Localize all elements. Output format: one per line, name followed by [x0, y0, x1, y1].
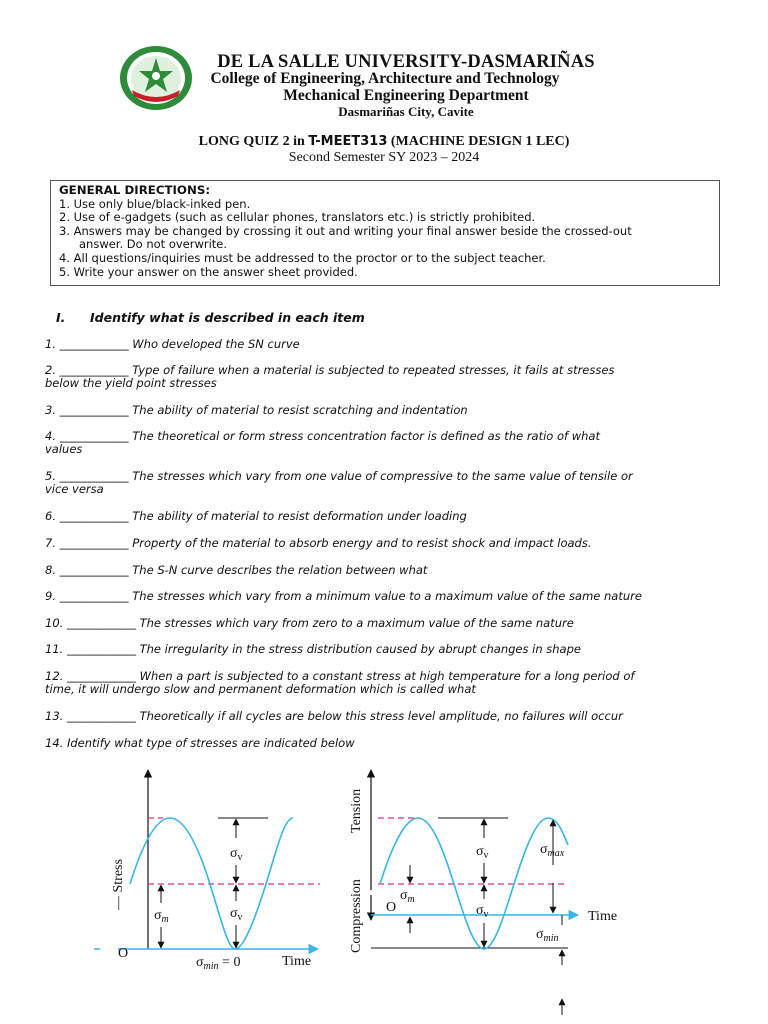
question-item: [45, 510, 735, 523]
right-time-label: Time: [588, 909, 618, 924]
question-item: [45, 590, 735, 603]
question-text: 8. ____________ The S-N curve describes the relation between what: [45, 563, 428, 577]
left-sigma-v-lower-label: $\sigma_v$: [230, 906, 243, 923]
question-text: 12. ____________ When a part is subjected to a constant stress at high temperature for a long period of: [45, 669, 635, 683]
section-title: Identify what is described in each item: [90, 310, 365, 325]
direction-item: 4. All questions/inquiries must be addressed to the proctor or to the subject teacher.: [59, 250, 546, 265]
direction-item: 3. Answers may be changed by crossing it out and writing your final answer beside the crossed-out: [59, 223, 632, 238]
question-text: 13. ____________ Theoretically if all cycles are below this stress level amplitude, no failures will occur: [45, 709, 623, 723]
question-item: [45, 404, 735, 417]
left-stress-diagram: [94, 770, 320, 972]
question-item: [45, 617, 735, 630]
direction-item: 1. Use only blue/black-inked pen.: [59, 196, 251, 211]
question-text-continued: time, it will undergo slow and permanent deformation which is called what: [45, 682, 476, 696]
direction-item: 5. Write your answer on the answer sheet provided.: [59, 264, 358, 279]
question-text: 2. ____________ Type of failure when a material is subjected to repeated stresses, it fails at stresses: [45, 363, 615, 377]
left-y-axis-label: — Stress: [111, 859, 126, 910]
college-name: College of Engineering, Architecture and Technology: [210, 70, 560, 87]
semester-line: Second Semester SY 2023 – 2024: [288, 150, 480, 165]
direction-item: 2. Use of e-gadgets (such as cellular phones, translators etc.) is strictly prohibited.: [59, 210, 536, 225]
right-sigma-m-label: $\sigma_m$: [400, 888, 415, 905]
question-item: [45, 364, 735, 390]
stress-diagrams: [88, 765, 688, 1020]
question-text: 7. ____________ Property of the material to absorb energy and to resist shock and impact loads.: [45, 536, 592, 550]
department-name: Mechanical Engineering Department: [283, 87, 529, 104]
left-sigma-v-upper-label: $\sigma_v$: [230, 846, 243, 863]
question-text-continued: values: [45, 442, 83, 456]
left-origin-label: O: [118, 946, 129, 961]
question-text-continued: vice versa: [45, 482, 104, 496]
section-heading: [56, 310, 365, 325]
question-item: [45, 537, 735, 550]
right-origin-label: O: [386, 900, 397, 915]
quiz-title: [0, 134, 768, 150]
question-text: 11. ____________ The irregularity in the stress distribution caused by abrupt changes in shape: [45, 642, 581, 656]
question-text: 5. ____________ The stresses which vary from one value of compressive to the same value of tensile or: [45, 469, 633, 483]
right-sigma-v-upper-label: $\sigma_v$: [476, 844, 489, 861]
left-time-label: Time: [282, 954, 312, 969]
question-text: 4. ____________ The theoretical or form stress concentration factor is defined as the ratio of what: [45, 429, 600, 443]
quiz-title-prefix: LONG QUIZ 2 in: [198, 134, 309, 149]
question-item: [45, 710, 735, 723]
question-item: [45, 430, 735, 456]
direction-item: answer. Do not overwrite.: [79, 237, 228, 252]
question-text: 1. ____________ Who developed the SN curve: [45, 337, 300, 351]
right-tension-label: Tension: [349, 788, 364, 833]
question-item: [45, 338, 735, 351]
right-sigma-v-lower-label: $\sigma_v$: [476, 903, 489, 920]
question-text: 14. Identify what type of stresses are indicated below: [45, 736, 355, 750]
city-name: Dasmariñas City, Cavite: [338, 104, 474, 119]
question-text: 9. ____________ The stresses which vary from a minimum value to a maximum value of the same nature: [45, 589, 642, 603]
left-sigma-min-label: $\sigma_{min} = 0$: [196, 955, 241, 972]
question-text: 10. ____________ The stresses which vary from zero to a maximum value of the same nature: [45, 616, 574, 630]
question-item: [45, 670, 735, 696]
general-directions-box: [50, 180, 720, 286]
question-text: 3. ____________ The ability of material to resist scratching and indentation: [45, 403, 468, 417]
question-text-continued: below the yield point stresses: [45, 376, 217, 390]
right-stress-diagram: [349, 770, 617, 1015]
course-code: T-MEET313: [308, 134, 388, 149]
question-item: [45, 470, 735, 496]
question-item: [45, 643, 735, 656]
right-compression-label: Compression: [349, 879, 364, 953]
section-number: I.: [56, 310, 66, 325]
question-item: [45, 737, 735, 750]
right-sigma-max-label: $\sigma_{max}$: [540, 842, 565, 859]
question-item: [45, 564, 735, 577]
quiz-title-suffix: (MACHINE DESIGN 1 LEC): [387, 134, 570, 149]
question-text: 6. ____________ The ability of material to resist deformation under loading: [45, 509, 467, 523]
left-sigma-m-label: $\sigma_m$: [154, 908, 169, 925]
directions-title: GENERAL DIRECTIONS:: [59, 183, 211, 197]
right-sigma-min-label: $\sigma_{min}$: [536, 927, 559, 944]
university-name: DE LA SALLE UNIVERSITY-DASMARIÑAS: [217, 52, 595, 72]
